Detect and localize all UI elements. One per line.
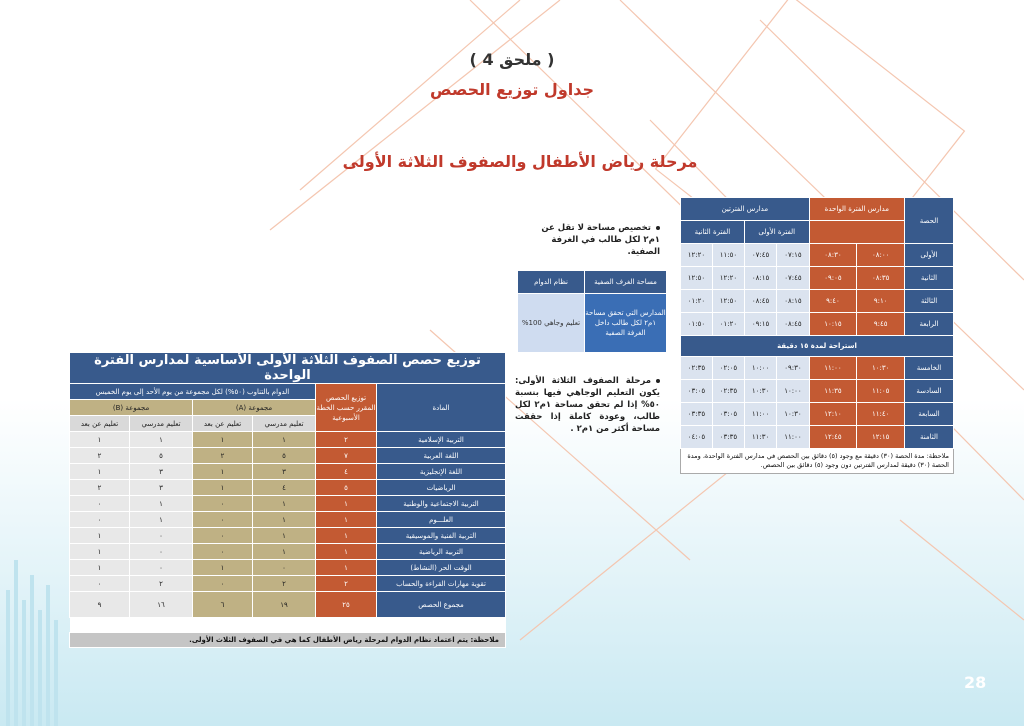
table-row: الثالثة ٩:١٠ ٩:٤٠ ٠٨:١٥ ٠٨:٤٥ ١٢:٥٠ ٠١:٢٠ [681, 290, 954, 313]
table-row: السابعة ١١:٤٠ ١٢:١٠ ١٠:٣٠ ١١:٠٠ ٠٣:٠٥ ٠٣:٣٥ [681, 403, 954, 426]
table-row: اللغة الإنجليزية ٤ ٣ ١ ٣ ١ [70, 464, 506, 480]
table-row: الأولى ٠٨:٠٠ ٠٨:٣٠ ٠٧:١٥ ٠٧:٤٥ ١١:٥٠ ١٢:٢٠ [681, 244, 954, 267]
distribution-title: توزيع حصص الصفوف الثلاثة الأولى الأساسية لمدارس الفترة الواحدة [70, 353, 506, 384]
bullet-area: تخصيص مساحة لا تقل عن ١م٢ لكل طالب في الغرفة الصفية. [541, 223, 660, 257]
table-row: تقوية مهارات القراءة والحساب ٢ ٢ ٠ ٢ ٠ [70, 576, 506, 592]
main-title: جداول توزيع الحصص [429, 80, 595, 99]
table-row: التربية الاجتماعية والوطنية ١ ١ ٠ ١ ٠ [70, 496, 506, 512]
system-value: تعليم وجاهي 100% [518, 294, 585, 353]
head-single: مدارس الفترة الواحدة [809, 198, 904, 221]
head-system: نظام الدوام [518, 271, 585, 294]
table-row: التربية الفنية والموسيقية ١ ١ ٠ ٠ ١ [70, 528, 506, 544]
table-row: العلـــوم ١ ١ ٠ ١ ٠ [70, 512, 506, 528]
head-subject: المادة [377, 384, 506, 432]
total-row: مجموع الحصص ٢٥ ١٩ ٦ ١٦ ٩ [70, 592, 506, 618]
head-group-a: مجموعة (A) [193, 400, 316, 416]
space-table [517, 270, 667, 353]
schedule-table [680, 197, 954, 474]
break-row: استراحة لمدة ١٥ دقيقة [681, 336, 954, 357]
table-row: الثانية ٠٨:٣٥ ٠٩:٠٥ ٠٧:٤٥ ٠٨:١٥ ١٢:٢٠ ١٢:٥٠ [681, 267, 954, 290]
area-value: المدارس التي تحقق مساحة ١م٢ لكل طالب داخل الغرفة الصفية [585, 294, 667, 353]
table-row: التربية الرياضية ١ ١ ٠ ٠ ١ [70, 544, 506, 560]
bullet-dot [656, 379, 660, 383]
table-row: الوقت الحر (النشاط) ١ ٠ ١ ٠ ١ [70, 560, 506, 576]
table-row: الرياضيات ٥ ٤ ١ ٣ ٢ [70, 480, 506, 496]
schedule-note: ملاحظة: مدة الحصة (٣٠) دقيقة مع وجود (٥) دقائق بين الحصص في مدارس الفترة الواحدة، ومدة الحصة (٣٠) دقيقة لمدارس الفترتين دون وجود (٥) دقائق بين الحصص. [681, 449, 954, 474]
table-row: الرابعة ٩:٤٥ ١٠:١٥ ٠٨:٤٥ ٠٩:١٥ ٠١:٢٠ ٠١:٥٠ [681, 313, 954, 336]
distribution-table: توزيع حصص الصفوف الثلاثة الأولى الأساسية لمدارس الفترة الواحدة المادة توزيع الحصص المقرر حسب الخطة الأسبوعية الدوام بالتناوب (٥٠%) لكل مجموعة من يوم الأحد إلى يوم الخميس مجموعة (A) مجموعة (B) تعليم مدرسي تعليم عن بعد تعليم مدرسي تعليم عن بعد التربية الإسلامية ٢ ١ ١ ١ ١ اللغة العربية ٧ ٥ ٢ ٥ ٢ اللغة الإنجليزية ٤ ٣ ١ ٣ ١ الرياضيات ٥ ٤ ١ ٣ ٢ التربية الاجتماعية والوطنية ١ ١ ٠ ١ ٠ العلـــوم ١ ١ ٠ ١ ٠ التربية الفنية والموسيقية ١ ١ ٠ ٠ ١ التربية الرياضية ١ ١ ٠ ٠ ١ الوقت الحر (النشاط) ١ ٠ ١ ٠ ١ تقوية مهارات القراءة والحساب ٢ ٢ ٠ ٢ ٠ مجموع الحصص ٢٥ ١٩ ٦ ١٦ ٩ ملاحظة: يتم اعتماد نظام الدوام لمرحلة رياض الأطفال كما هي في الصفوف الثلاث الأولى. [69, 352, 506, 648]
table-row: الخامسة ١٠:٣٠ ١١:٠٠ ٠٩:٣٠ ١٠:٠٠ ٠٢:٠٥ ٠٢:٣٥ [681, 357, 954, 380]
table-row: الثامنة ١٢:١٥ ١٢:٤٥ ١١:٠٠ ١١:٣٠ ٠٣:٣٥ ٠٤:٠٥ [681, 426, 954, 449]
head-double: مدارس الفترتين [681, 198, 810, 221]
head-second: الفترة الثانية [681, 221, 745, 244]
stage-title: مرحلة رياض الأطفال والصفوف الثلاثة الأولى [342, 152, 698, 171]
distribution-footnote: ملاحظة: يتم اعتماد نظام الدوام لمرحلة رياض الأطفال كما هي في الصفوف الثلاث الأولى. [70, 633, 506, 648]
head-group-b: مجموعة (B) [70, 400, 193, 416]
table-row: السادسة ١١:٠٥ ١١:٣٥ ١٠:٠٠ ١٠:٣٠ ٠٢:٣٥ ٠٣:٠٥ [681, 380, 954, 403]
table-row: التربية الإسلامية ٢ ١ ١ ١ ١ [70, 432, 506, 448]
head-area: مساحة الغرف الصفية [585, 271, 667, 294]
head-first: الفترة الأولى [744, 221, 809, 244]
bullet-dot [656, 226, 660, 230]
head-rotation: الدوام بالتناوب (٥٠%) لكل مجموعة من يوم الأحد إلى يوم الخميس [70, 384, 316, 400]
head-period: الحصة [905, 198, 954, 244]
bullet-stage: مرحلة الصفوف الثلاثة الأولى: يكون التعليم الوجاهي فيها بنسبة ٥٠% إذا لم تحقق مساحة ١م٢ لكل طالب، وعودة كاملة إذا حققت مساحة أكثر من ١م٢ . [515, 376, 660, 434]
head-weekly: توزيع الحصص المقرر حسب الخطة الأسبوعية [316, 384, 377, 432]
page-number: 28 [964, 673, 987, 692]
table-row: اللغة العربية ٧ ٥ ٢ ٥ ٢ [70, 448, 506, 464]
appendix-title: ( ملحق 4 ) [469, 50, 555, 69]
